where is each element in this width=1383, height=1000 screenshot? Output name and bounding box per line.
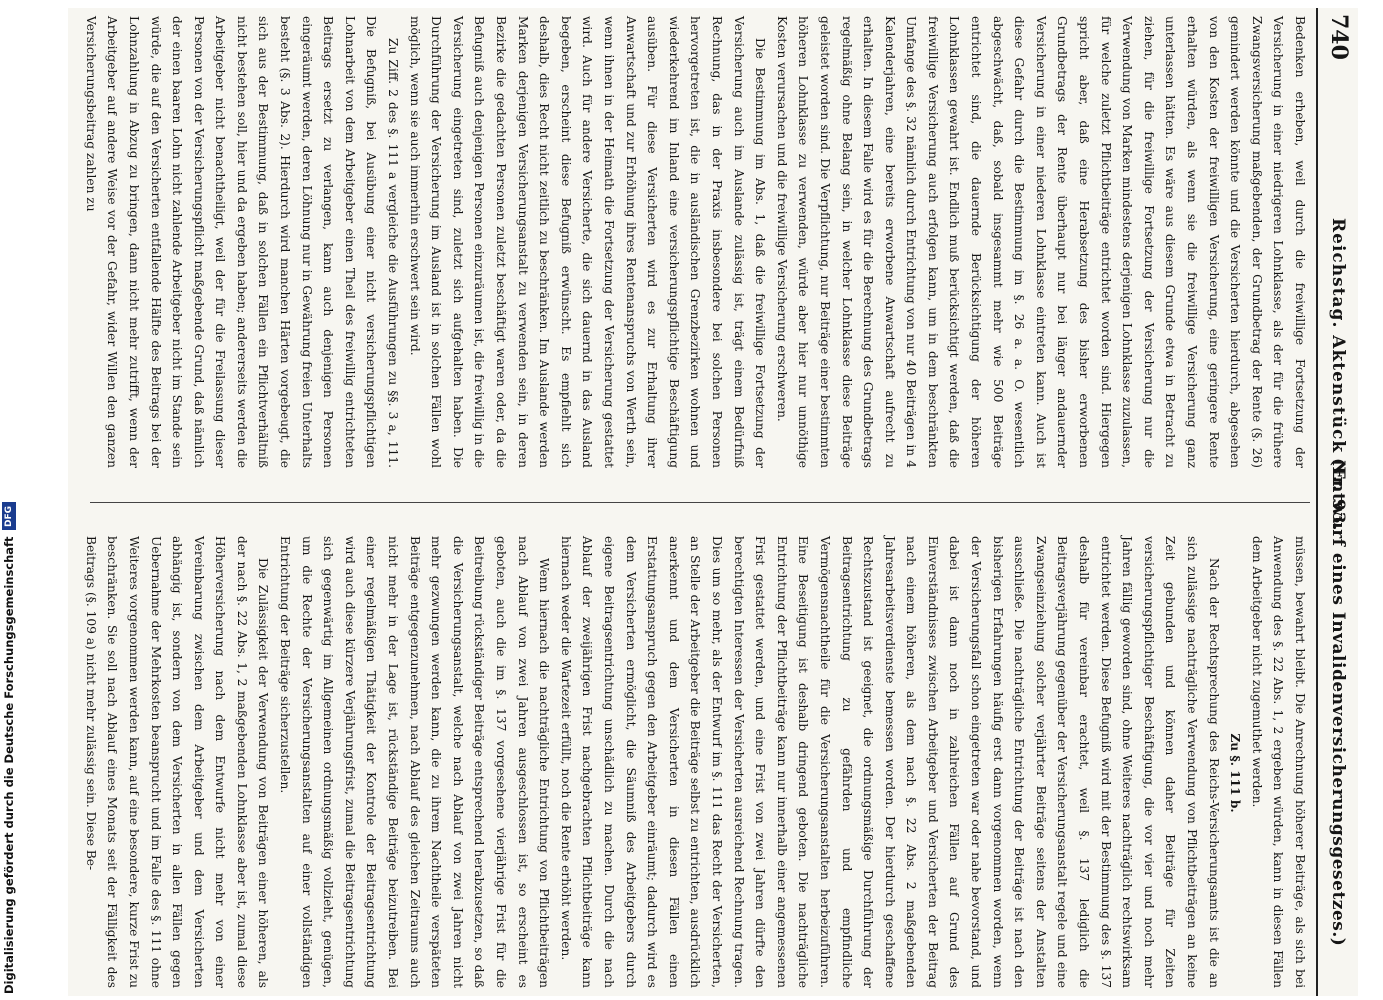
paragraph: Nach der Rechtsprechung des Reichs-Versicherungsamts ist die an sich zulässige nachträgliche Verwendung von Pflichtbeiträgen an keine Zeit gebunden und können daher Beiträge für Zeiten versicherungspflichtiger Beschäftigung, die vor vier und noch mehr Jahren fällig geworden sind, ohne Weiteres nachträglich rechtswirksam entrichtet werden. Diese Befugniß wird mit der Bestimmung des §. 137 deshalb für vereinbar erachtet, weil §. 137 lediglich die Beitragsverjährung gegenüber der Versicherungsanstalt regele und eine Zwangseinziehung solcher verjährter Beiträge seitens der Anstalten ausschließe. Die nachträgliche Entrichtung der Beiträge ist nach den bisherigen Erfahrungen häufig erst dann vorgenommen worden, wenn der Versicherungsfall schon eingetreten war oder nahe bevorstand, und dabei ist dann noch in zahlreichen Fällen auf Grund des Einverständnisses zwischen Arbeitgeber und Versicherten der Beitrag nach einem höheren, als dem nach §. 22 Abs. 2 maßgebenden Jahresarbeitsverdienste bemessen worden. Der hierdurch geschaffene Rechtszustand ist geeignet, die ordnungsmäßige Durchführung der Beitragsentrichtung zu gefährden und empfindliche Vermögensnachtheile für die Versicherungsanstalten herbeizuführen. Eine Beseitigung ist deshalb dringend geboten. Die nachträgliche Entrichtung der Pflichtbeiträge kann nur innerhalb einer angemessenen Frist gestattet werden, und eine Frist von zwei Jahren dürfte den berechtigten Interessen der Versicherten ausreichend Rechnung tragen. Dies um so mehr, als der Entwurf im §. 111 das Recht der Versicherten, an Stelle der Arbeitgeber die Beiträge selbst zu entrichten, ausdrücklich anerkennt und dem Versicherten in diesen Fällen einen Erstattungsanspruch gegen den Arbeitgeber einräumt; dadurch wird es dem Versicherten ermöglicht, die Säumniß des Arbeitgebers durch eigene Beitragsentrichtung unschädlich zu machen. Durch die nach Ablauf der zweijährigen Frist nachgebrachten Pflichtbeiträge kann hiernach weder die Wartezeit erfüllt, noch die Rente erhöht werden. [558,536,1221,988]
page-header [1316,8,1358,996]
section-heading: Zu §. 111 b. [1228,733,1243,813]
document-page [68,8,1358,996]
left-text-column [83,16,1310,468]
footer-credit-text: Digitalisierung gefördert durch die Deutsche Forschungsgemeinschaft [2,536,16,994]
paragraph: Bedenken erheben, weil durch die freiwillige Fortsetzung der Versicherung in einer niedrigeren Lohnklasse, als der für die frühere Zwangsversicherung maßgebenden, der Grundbetrag der Rente (§. 26) gemindert werden könnte und die Versicherten hierdurch, abgesehen von den Kosten der freiwilligen Versicherung, eine geringere Rente erhalten würden, als wenn sie die freiwillige Versicherung ganz unterlassen hätten. Es wäre aus diesem Grunde etwa in Betracht zu ziehen, für die freiwillige Fortsetzung der Versicherung nur die Verwendung von Marken mindestens derjenigen Lohnklasse zuzulassen, für welche zuletzt Pflichtbeiträge entrichtet worden sind. Hiergegen spricht aber, daß eine Herabsetzung des bisher erworbenen Grundbetrags der Rente überhaupt nur bei länger andauernder Versicherung in einer niederen Lohnklasse eintreten kann. Auch ist diese Gefahr durch die Bestimmung im §. 26 a. a. O. wesentlich abgeschwächt, daß, sobald insgesammt mehr wie 500 Beiträge entrichtet sind, die dauernde Berücksichtigung der höheren Lohnklassen gewahrt ist. Endlich muß berücksichtigt werden, daß die freiwillige Versicherung auch erfolgen kann, um in dem beschränkten Umfange des §. 32 nämlich durch Entrichtung von nur 40 Beiträgen in 4 Kalenderjahren, eine bereits erworbene Anwartschaft aufrecht zu erhalten. In diesem Falle wird es für die Berechnung des Grundbetrags regelmäßig ohne Belang sein, in welcher Lohnklasse diese Beiträge geleistet worden sind. Die Verpflichtung, nur Beiträge einer bestimmten höheren Lohnklasse zu verwenden, würde aber hier nur unnöthige Kosten verursachen und die freiwillige Versicherung erschweren. [774,16,1307,468]
rotated-page-content [68,8,1358,996]
header-title-right: (Entwurf eines Invalidenversicherungsgesetzes.) [1328,458,1348,947]
paragraph: müssen, bewahrt bleibt. Die Anrechnung höherer Beiträge, als sich bei Anwendung des §. 22 Abs. 1, 2 ergeben würden, kann in diesen Fällen dem Arbeitgeber nicht zugemuthet werden. [1249,536,1307,988]
page-number: 740 [1326,14,1352,60]
paragraph: Zu Ziff. 2 des §. 111 a vergleiche die Ausführungen zu §§. 3 a, 111. Die Befugniß, bei Ausübung einer nicht versicherungspflichtigen Lohnarbeit von dem Arbeitgeber einen Theil des freiwillig entrichteten Beitrags ersetzt zu verlangen, kann auch denjenigen Personen eingeräumt werden, deren Löhnung nur in Gewährung freien Unterhalts besteht (§. 3 Abs. 2). Hierdurch wird manchen Härten vorgebeugt, die sich aus der Bestimmung, daß in solchen Fällen ein Pflichtverhältniß nicht bestehen soll, hier und da ergeben haben; andererseits werden die Arbeitgeber nicht benachtheiligt, weil der für die Freilassung dieser Personen von der Versicherungspflicht maßgebende Grund, daß nämlich der einen baaren Lohn nicht zahlende Arbeitgeber nicht im Stande sein würde, die auf den Versicherten entfallende Hälfte des Beitrags bei der Lohnzahlung in Abzug zu bringen, dann nicht mehr zutrifft, wenn der Arbeitgeber auf andere Weise vor der Gefahr, wider Willen den ganzen Versicherungsbeitrag zahlen zu [83,16,401,468]
paragraph: Wenn hiernach die nachträgliche Entrichtung von Pflichtbeiträgen nach Ablauf von zwei Jahren ausgeschlossen ist, so erscheint es geboten, auch die im §. 137 vorgesehene vierjährige Frist für die Beitreibung rückständiger Beiträge entsprechend herabzusetzen, so daß die Versicherungsanstalt, welche nach Ablauf von zwei Jahren nicht mehr gezwungen werden kann, die zu ihrem Nachtheile verspäteten Beiträge entgegenzunehmen, nach Ablauf des gleichen Zeitraums auch nicht mehr in der Lage ist, rückständige Beiträge beizutreiben. Bei einer regelmäßigen Thätigkeit der Kontrole der Beitragsentrichtung wird auch diese kürzere Verjährungsfrist, zumal die Beitragsentrichtung sich gegenwärtig im Allgemeinen ordnungsmäßig vollzieht, genügen, um die Rechte der Versicherungsanstalten auf einer vollständigen Entrichtung der Beiträge sicherzustellen. [278,536,552,988]
paragraph: Die Bestimmung im Abs. 1, daß die freiwillige Fortsetzung der Versicherung auch im Auslande zulässig ist, trägt einem Bedürfniß Rechnung, das in der Praxis insbesondere bei solchen Personen hervorgetreten ist, die in ausländischen Grenzbezirken wohnen und wiederkehrend im Inland eine versicherungspflichtige Beschäftigung ausüben. Für diese Versicherten wird es zur Erhaltung ihrer Anwartschaft und zur Erhöhung ihres Rentenanspruchs von Werth sein, wenn ihnen in der Heimath die Fortsetzung der Versicherung gestattet wird. Auch für andere Versicherte, die sich dauernd in das Ausland begeben, erscheint diese Befugniß erwünscht. Es empfiehlt sich deshalb, dies Recht nicht zeitlich zu beschränken. Im Auslande werden Marken derjenigen Versicherungsanstalt zu verwenden sein, in deren Bezirke die gedachten Personen zuletzt beschäftigt waren oder, da die Befugniß auch denjenigen Personen einzuräumen ist, die freiwillig in die Versicherung eingetreten sind, zuletzt sich aufgehalten haben. Die Durchführung der Versicherung im Ausland ist in solchen Fällen wohl möglich, wenn sie auch immerhin erschwert sein wird. [407,16,768,468]
header-title-left: Reichstag. Aktenstück Nr. 93. [1328,218,1348,532]
column-divider [90,502,1310,503]
right-text-column [83,536,1310,988]
dfg-logo: DFG [2,502,16,530]
paragraph: Die Zulässigkeit der Verwendung von Beiträgen einer höheren, als der nach §. 22 Abs. 1, 2 maßgebenden Lohnklasse aber ist, zumal diese Höherversicherung nach dem Entwurfe nicht mehr von einer Vereinbarung zwischen dem Arbeitgeber und dem Versicherten abhängig ist, sondern von dem Versicherten in allen Fällen gegen Uebernahme der Mehrkosten beansprucht und im Falle des §. 111 ohne Weiteres vorgenommen werden kann, auf eine besondere, kurze Frist zu beschränken. Sie soll nach Ablauf eines Monats seit der Fälligkeit des Beitrags (§. 109 a) nicht mehr zulässig sein. Diese Be- [83,536,271,988]
